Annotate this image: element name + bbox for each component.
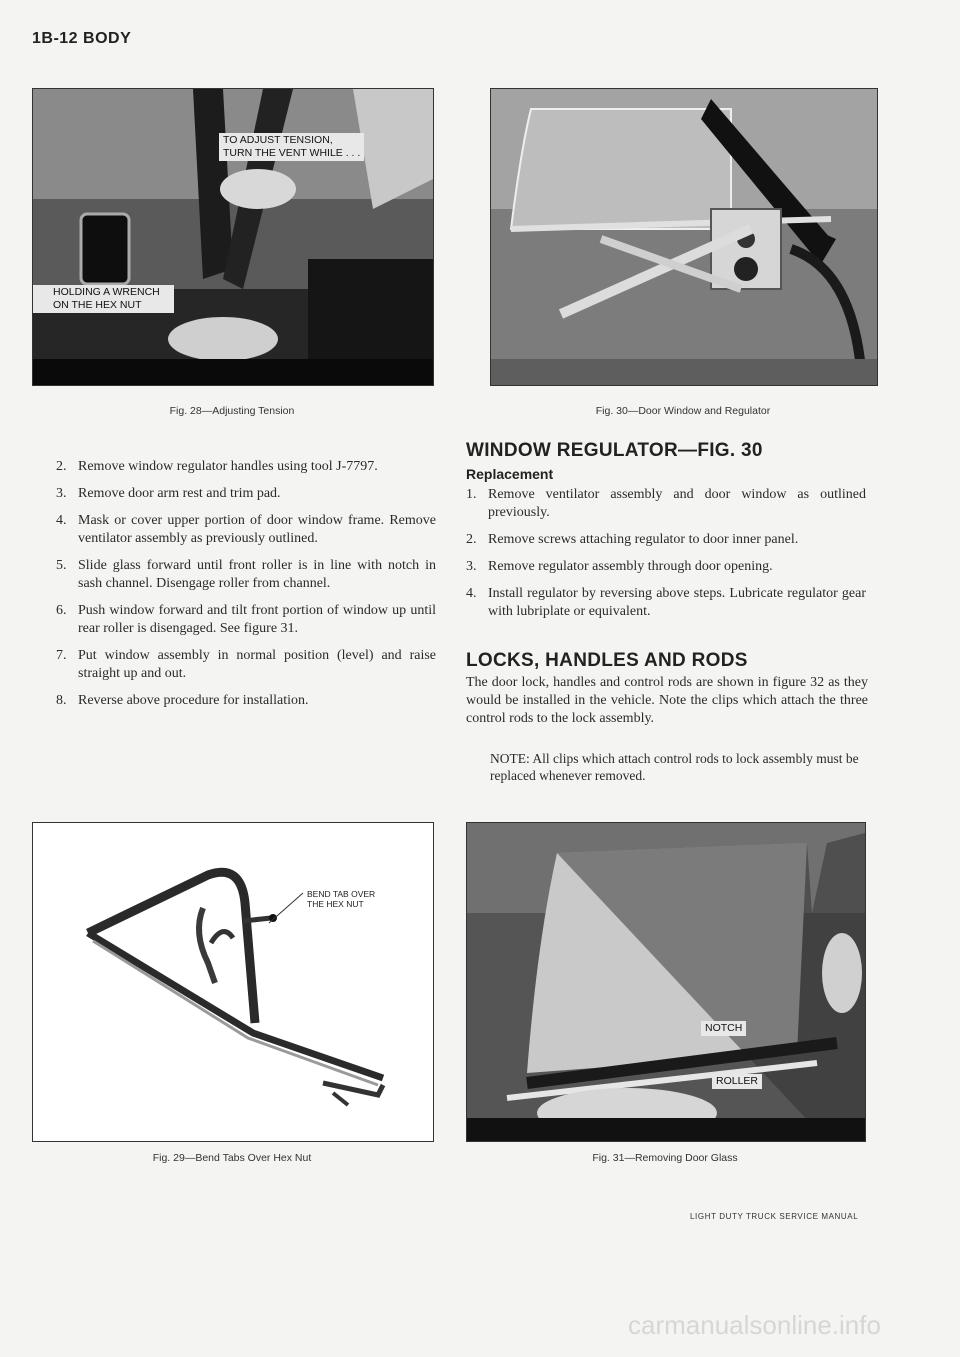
step-text: Remove regulator assembly through door opening.: [488, 559, 773, 574]
regulator-step-list: [466, 486, 866, 630]
step-text: Remove window regulator handles using tool J-7797.: [78, 459, 378, 474]
step-item: [56, 557, 436, 593]
locks-heading: LOCKS, HANDLES AND RODS: [466, 650, 748, 671]
step-item: [466, 486, 866, 522]
step-number: 8.: [56, 693, 67, 708]
step-text: Remove screws attaching regulator to door inner panel.: [488, 532, 799, 547]
page-header: 1B-12 BODY: [32, 30, 132, 47]
step-item: [56, 647, 436, 683]
figure-31-photo: [466, 822, 866, 1142]
page-footer: LIGHT DUTY TRUCK SERVICE MANUAL: [690, 1212, 859, 1221]
fig31-caption: Fig. 31—Removing Door Glass: [592, 1152, 738, 1164]
fig29-label-line1: BEND TAB OVER: [307, 889, 376, 899]
step-text: Push window forward and tilt front portion of window up until rear roller is disengaged. See figure 31.: [78, 603, 436, 636]
figure-28-photo: [32, 88, 434, 386]
step-number: 1.: [466, 487, 477, 502]
figure-30-photo: [490, 88, 878, 386]
fig28-label-bottom: [33, 285, 174, 313]
fig31-label-roller: ROLLER: [712, 1074, 762, 1089]
window-regulator-heading: WINDOW REGULATOR—FIG. 30: [466, 440, 763, 461]
step-item: [56, 512, 436, 548]
step-number: 3.: [466, 559, 477, 574]
step-number: 5.: [56, 558, 67, 573]
step-text: Install regulator by reversing above steps. Lubricate regulator gear with lubriplate or equivalent.: [488, 586, 866, 619]
vent-frame-drawing: [33, 823, 433, 1141]
replacement-subheading: Replacement: [466, 466, 554, 482]
step-text: Remove door arm rest and trim pad.: [78, 486, 281, 501]
step-number: 3.: [56, 486, 67, 501]
step-number: 6.: [56, 603, 67, 618]
step-item: [56, 485, 436, 503]
step-text: Remove ventilator assembly and door window as outlined previously.: [488, 487, 866, 520]
step-item: [466, 558, 866, 576]
step-text: Put window assembly in normal position (level) and raise straight up and out.: [78, 648, 436, 681]
figure-30-illustration: [491, 89, 877, 385]
figure-31-illustration: [467, 823, 865, 1141]
step-item: [56, 458, 436, 476]
step-text: Mask or cover upper portion of door window frame. Remove ventilator assembly as previously outlined.: [78, 513, 436, 546]
step-number: 2.: [56, 459, 67, 474]
step-item: [56, 692, 436, 710]
fig30-caption: Fig. 30—Door Window and Regulator: [595, 405, 771, 417]
step-item: [56, 602, 436, 638]
step-item: [466, 585, 866, 621]
left-step-list: [56, 458, 436, 719]
fig29-label-line2: THE HEX NUT: [307, 899, 364, 909]
watermark: carmanualsonline.info: [628, 1310, 881, 1340]
step-item: [466, 531, 866, 549]
fig28-label-top-line1: TO ADJUST TENSION,: [223, 134, 333, 146]
step-number: 7.: [56, 648, 67, 663]
figure-29-illustration: [32, 822, 434, 1142]
step-text: Slide glass forward until front roller is in line with notch in sash channel. Disengage roller from channel.: [78, 558, 436, 591]
step-number: 2.: [466, 532, 477, 547]
fig28-label-bottom-line1: HOLDING A WRENCH: [53, 286, 160, 298]
fig29-caption: Fig. 29—Bend Tabs Over Hex Nut: [152, 1152, 312, 1164]
step-text: Reverse above procedure for installation.: [78, 693, 309, 708]
step-number: 4.: [56, 513, 67, 528]
fig28-label-top-line2: TURN THE VENT WHILE . . .: [223, 147, 361, 159]
locks-paragraph: The door lock, handles and control rods are shown in figure 32 as they would be installed in the vehicle. Note the clips which attach the three control rods to the lock assembly.: [466, 675, 868, 726]
step-number: 4.: [466, 586, 477, 601]
fig28-label-bottom-line2: ON THE HEX NUT: [53, 299, 142, 311]
locks-note: NOTE: All clips which attach control rods to lock assembly must be replaced whenever removed.: [490, 751, 859, 783]
fig28-caption: Fig. 28—Adjusting Tension: [169, 405, 295, 417]
fig31-label-notch: NOTCH: [701, 1021, 746, 1036]
fig28-label-top: [219, 133, 364, 161]
fig29-label: [307, 889, 375, 909]
